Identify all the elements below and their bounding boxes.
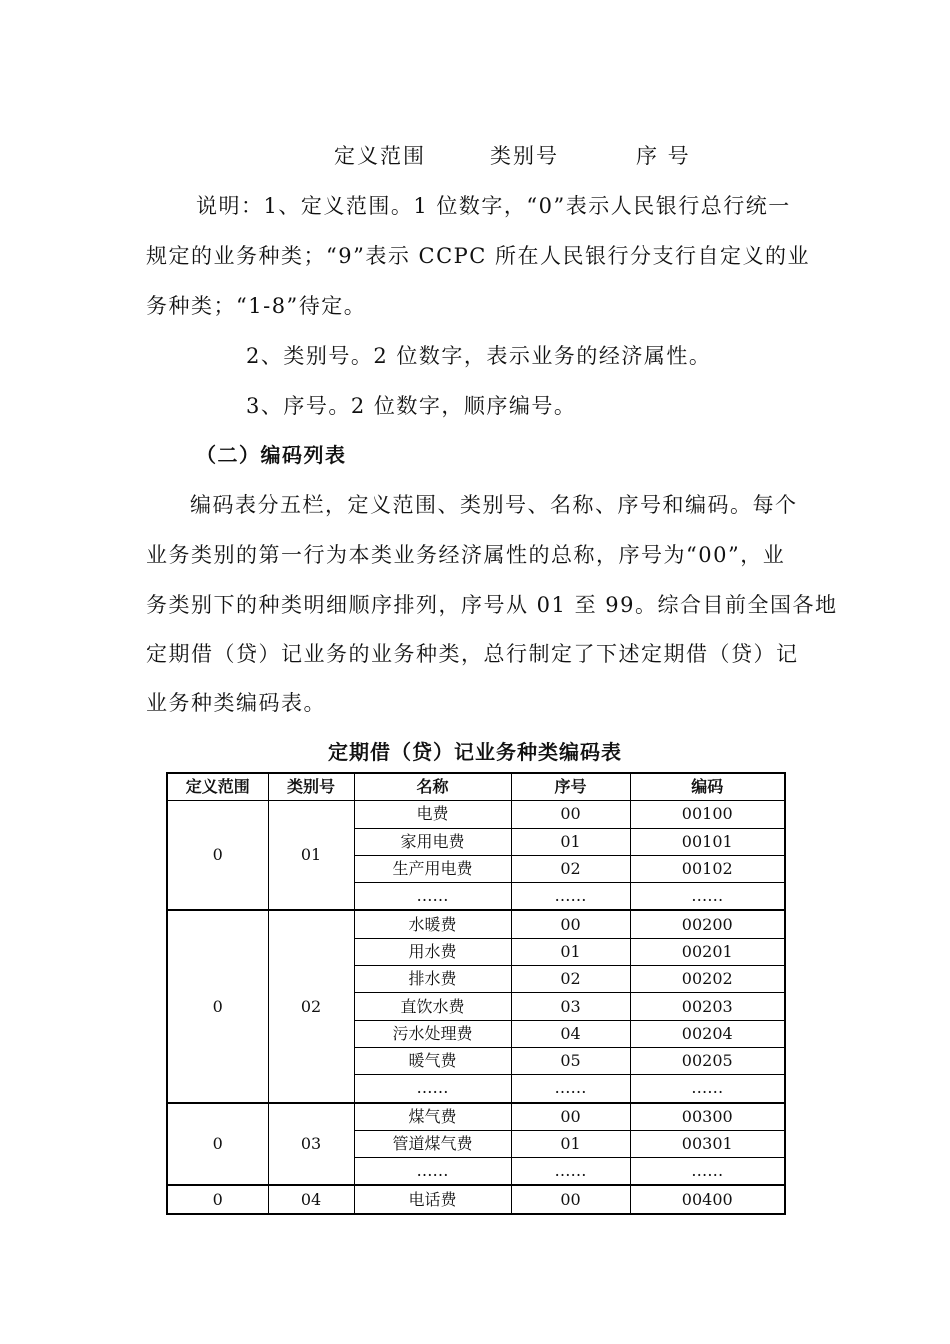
cell-code: 00100 — [630, 801, 785, 828]
cell-code: 00400 — [630, 1185, 785, 1213]
cell-scope: 0 — [167, 801, 268, 911]
cell-code: 00301 — [630, 1130, 785, 1157]
cell-code: 00204 — [630, 1020, 785, 1047]
body-line-4: 定期借（贷）记业务的业务种类，总行制定了下述定期借（贷）记 — [146, 642, 799, 666]
th-scope: 定义范围 — [167, 773, 268, 801]
cell-sequence: …… — [511, 1075, 630, 1103]
cell-code: …… — [630, 1158, 785, 1186]
cell-name: 电费 — [354, 801, 511, 828]
cell-code: 00200 — [630, 910, 785, 938]
cell-name: 直饮水费 — [354, 993, 511, 1020]
header-category: 类别号 — [490, 144, 559, 168]
cell-name: 家用电费 — [354, 828, 511, 855]
cell-sequence: 00 — [511, 1185, 630, 1213]
cell-name: …… — [354, 883, 511, 911]
cell-sequence: 00 — [511, 1103, 630, 1131]
cell-name: 污水处理费 — [354, 1020, 511, 1047]
cell-code: …… — [630, 883, 785, 911]
cell-code: …… — [630, 1075, 785, 1103]
table-row — [167, 910, 785, 938]
cell-name: 暖气费 — [354, 1047, 511, 1074]
th-code: 编码 — [630, 773, 785, 801]
note-line-3: 务种类；“1-8”待定。 — [146, 294, 367, 318]
header-sequence: 序 号 — [636, 144, 691, 168]
cell-sequence: 02 — [511, 966, 630, 993]
cell-scope: 0 — [167, 1185, 268, 1213]
table-row — [167, 1185, 785, 1213]
cell-code: 00203 — [630, 993, 785, 1020]
cell-sequence: 01 — [511, 1130, 630, 1157]
cell-sequence: …… — [511, 883, 630, 911]
cell-sequence: 00 — [511, 801, 630, 828]
cell-name: …… — [354, 1075, 511, 1103]
table-header-row — [167, 773, 785, 801]
cell-scope: 0 — [167, 1103, 268, 1186]
cell-code: 00300 — [630, 1103, 785, 1131]
section-heading: （二）编码列表 — [196, 443, 347, 467]
cell-name: 排水费 — [354, 966, 511, 993]
cell-sequence: …… — [511, 1158, 630, 1186]
note-line-2: 规定的业务种类；“9”表示 CCPC 所在人民银行分支行自定义的业 — [146, 244, 811, 268]
cell-category: 03 — [268, 1103, 354, 1186]
cell-sequence: 05 — [511, 1047, 630, 1074]
cell-category: 02 — [268, 910, 354, 1102]
cell-category: 04 — [268, 1185, 354, 1213]
header-scope: 定义范围 — [334, 144, 426, 168]
th-category: 类别号 — [268, 773, 354, 801]
cell-scope: 0 — [167, 910, 268, 1102]
cell-code: 00205 — [630, 1047, 785, 1074]
table-title: 定期借（贷）记业务种类编码表 — [328, 740, 622, 764]
table-row — [167, 1103, 785, 1131]
cell-code: 00101 — [630, 828, 785, 855]
note-line-1: 说明：1、定义范围。1 位数字，“0”表示人民银行总行统一 — [196, 194, 791, 218]
cell-sequence: 01 — [511, 938, 630, 965]
cell-code: 00102 — [630, 855, 785, 882]
cell-sequence: 01 — [511, 828, 630, 855]
cell-name: 煤气费 — [354, 1103, 511, 1131]
cell-sequence: 00 — [511, 910, 630, 938]
cell-name: 管道煤气费 — [354, 1130, 511, 1157]
cell-category: 01 — [268, 801, 354, 911]
body-line-5: 业务种类编码表。 — [146, 691, 326, 715]
note-item-2: 2、类别号。2 位数字，表示业务的经济属性。 — [246, 344, 712, 368]
cell-name: 生产用电费 — [354, 855, 511, 882]
body-line-3: 务类别下的种类明细顺序排列，序号从 01 至 99。综合目前全国各地 — [146, 593, 838, 617]
table-row — [167, 801, 785, 828]
cell-sequence: 04 — [511, 1020, 630, 1047]
cell-code: 00202 — [630, 966, 785, 993]
note-item-3: 3、序号。2 位数字，顺序编号。 — [246, 394, 577, 418]
cell-sequence: 03 — [511, 993, 630, 1020]
cell-name: 水暖费 — [354, 910, 511, 938]
th-sequence: 序号 — [511, 773, 630, 801]
cell-name: 用水费 — [354, 938, 511, 965]
cell-sequence: 02 — [511, 855, 630, 882]
code-table — [166, 772, 786, 1215]
th-name: 名称 — [354, 773, 511, 801]
body-line-1: 编码表分五栏，定义范围、类别号、名称、序号和编码。每个 — [190, 493, 798, 517]
cell-name: …… — [354, 1158, 511, 1186]
cell-name: 电话费 — [354, 1185, 511, 1213]
cell-code: 00201 — [630, 938, 785, 965]
body-line-2: 业务类别的第一行为本类业务经济属性的总称，序号为“00”，业 — [146, 543, 786, 567]
